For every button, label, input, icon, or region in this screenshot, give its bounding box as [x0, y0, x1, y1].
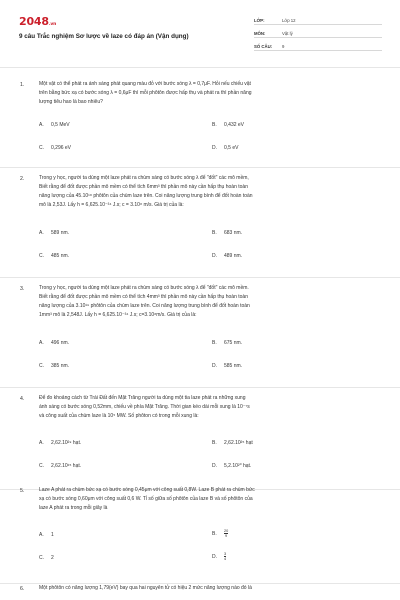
question-line: năng lượng của 3.10¹⁹ phôtôn của chùm laze trên. Coi năng lượng trung bình để đốt hoàn toàn	[39, 303, 250, 309]
option-b[interactable]: B. 0,432 eV	[212, 122, 245, 128]
option-d[interactable]: D. 585 nm.	[212, 363, 243, 369]
meta-count-value: 9	[282, 44, 285, 50]
question-line: Laze A phát ra chùm bức xạ có bước sóng 0,45μm với công suất 0,8W. Laze B phát ra chùm bức	[39, 487, 255, 493]
question-number: 1.	[20, 82, 25, 88]
question-4	[0, 394, 400, 490]
question-line: trên bằng bức xạ có bước sóng λ = 0,6μF thì mỗi phôtôn được hấp thụ và phát ra thì phần năng	[39, 90, 252, 96]
option-a[interactable]: A. 2,62.10²⁹ hạt.	[39, 440, 82, 446]
option-a[interactable]: A. 589 nm.	[39, 230, 70, 236]
question-line: Biết rằng để đốt được phần mô mềm có thể tích 4mm³ thì phần mô này cần hấp thụ hoàn toàn	[39, 294, 248, 300]
question-line: Một vật có thể phát ra ánh sáng phát quang màu đỏ với bước sóng λ = 0,7μF. Hỏi nếu chiếu vật	[39, 81, 251, 87]
question-text	[39, 394, 385, 421]
option-b-fraction: $\frac{20}{9}$	[224, 529, 229, 538]
meta-class-label: LỚP:	[254, 18, 265, 24]
question-line: ánh sáng có bước sóng 0,52mm, chiếu về phía Mặt Trăng. Thời gian kéo dài mỗi xung là 10⁻⁷s	[39, 404, 250, 410]
option-b[interactable]: B. $\frac{20}{9}$	[212, 529, 229, 538]
question-line: năng lượng của 45.10¹⁸ phôtôn của chùm laze trên. Coi năng lượng trung bình để đốt hoàn toàn	[39, 193, 253, 199]
question-number: 3.	[20, 286, 25, 292]
option-b[interactable]: B. 2,62.10²⁵ hạt	[212, 440, 253, 446]
question-line: Để đo khoảng cách từ Trái Đất đến Mặt Trăng người ta dùng một tia laze phát ra những xung	[39, 395, 246, 401]
option-c[interactable]: C. 2	[39, 555, 54, 561]
option-c[interactable]: C. 385 nm.	[39, 363, 70, 369]
option-d-fraction: $\frac{3}{4}$	[224, 552, 227, 561]
meta-class-value: Lớp 12	[282, 18, 296, 24]
question-line: Trong y học, người ta dùng một laze phát ra chùm sáng có bước sóng λ để "đốt" các mô mềm,	[39, 175, 249, 181]
question-3	[0, 284, 400, 388]
question-6	[0, 584, 400, 600]
option-a[interactable]: A. 1	[39, 532, 54, 538]
document-meta	[254, 15, 382, 54]
option-d[interactable]: D. 0,5 eV	[212, 145, 239, 151]
question-line: Biết rằng để đốt được phần mô mềm có thể tích 6mm³ thì phần mô này cần hấp thụ hoàn toàn	[39, 184, 248, 190]
option-b[interactable]: B. 675 nm.	[212, 340, 243, 346]
question-line: xạ có bước sóng 0,60μm với công suất 0,6 W. Tỉ số giữa số phôtôn của laze B và số phôtôn của	[39, 496, 253, 502]
option-d[interactable]: D. 5,2.10²⁰ hạt.	[212, 463, 252, 469]
option-c[interactable]: C. 0,296 eV	[39, 145, 72, 151]
question-line: lượng tiêu hao là bao nhiêu?	[39, 99, 103, 105]
meta-subject-value: Vật lý	[282, 31, 293, 37]
meta-subject-label: MÔN:	[254, 31, 266, 37]
question-line: laze A phát ra trong mỗi giây là	[39, 505, 108, 511]
meta-count-label: SỐ CÂU:	[254, 44, 273, 50]
option-c[interactable]: C. 2,62.10¹⁵ hạt.	[39, 463, 82, 469]
question-text	[39, 174, 385, 210]
question-text	[39, 584, 385, 593]
question-5	[0, 486, 400, 584]
document-header	[0, 0, 400, 68]
site-logo[interactable]: 2048.vn	[19, 15, 57, 28]
meta-class-row	[254, 15, 382, 25]
question-text	[39, 80, 385, 107]
question-number: 4.	[20, 396, 25, 402]
question-line: 1mm³ mô là 2,548J. Lấy h = 6,625.10⁻³⁴ J.s; c=3.10⁸m/s. Giá trị của là:	[39, 312, 197, 318]
document-title: 9 câu Trắc nghiệm Sơ lược về laze có đáp án (Vận dụng)	[19, 33, 189, 40]
question-text	[39, 486, 385, 513]
option-b[interactable]: B. 683 nm.	[212, 230, 243, 236]
question-1	[0, 80, 400, 168]
meta-subject-row	[254, 28, 382, 38]
meta-count-row	[254, 41, 382, 51]
question-line: mô là 2,53J. Lấy h = 6,625.10⁻³⁴ J.s; c = 3.10⁸ m/s. Giá trị của là:	[39, 202, 184, 208]
question-number: 2.	[20, 176, 25, 182]
option-d[interactable]: D. 489 nm.	[212, 253, 243, 259]
question-number: 5.	[20, 488, 25, 494]
option-a[interactable]: A. 0,5 MeV	[39, 122, 70, 128]
option-d[interactable]: D. $\frac{3}{4}$	[212, 552, 227, 561]
question-2	[0, 174, 400, 278]
option-c[interactable]: C. 485 nm.	[39, 253, 70, 259]
question-text	[39, 284, 385, 320]
question-number: 6.	[20, 586, 25, 592]
question-line: và công suất của chùm laze là 10⁵ MW. Số phôton có trong mỗi xung là:	[39, 413, 199, 419]
option-a[interactable]: A. 496 nm.	[39, 340, 70, 346]
question-line: Trong y học, người ta dùng một laze phát ra chùm sáng có bước sóng λ để "đốt" các mô mềm.	[39, 285, 249, 291]
question-line: Một phôtôn có năng lượng 1,79(eV) bay qua hai nguyên tử có hiệu 2 mức năng lượng nào đó là	[39, 585, 252, 591]
